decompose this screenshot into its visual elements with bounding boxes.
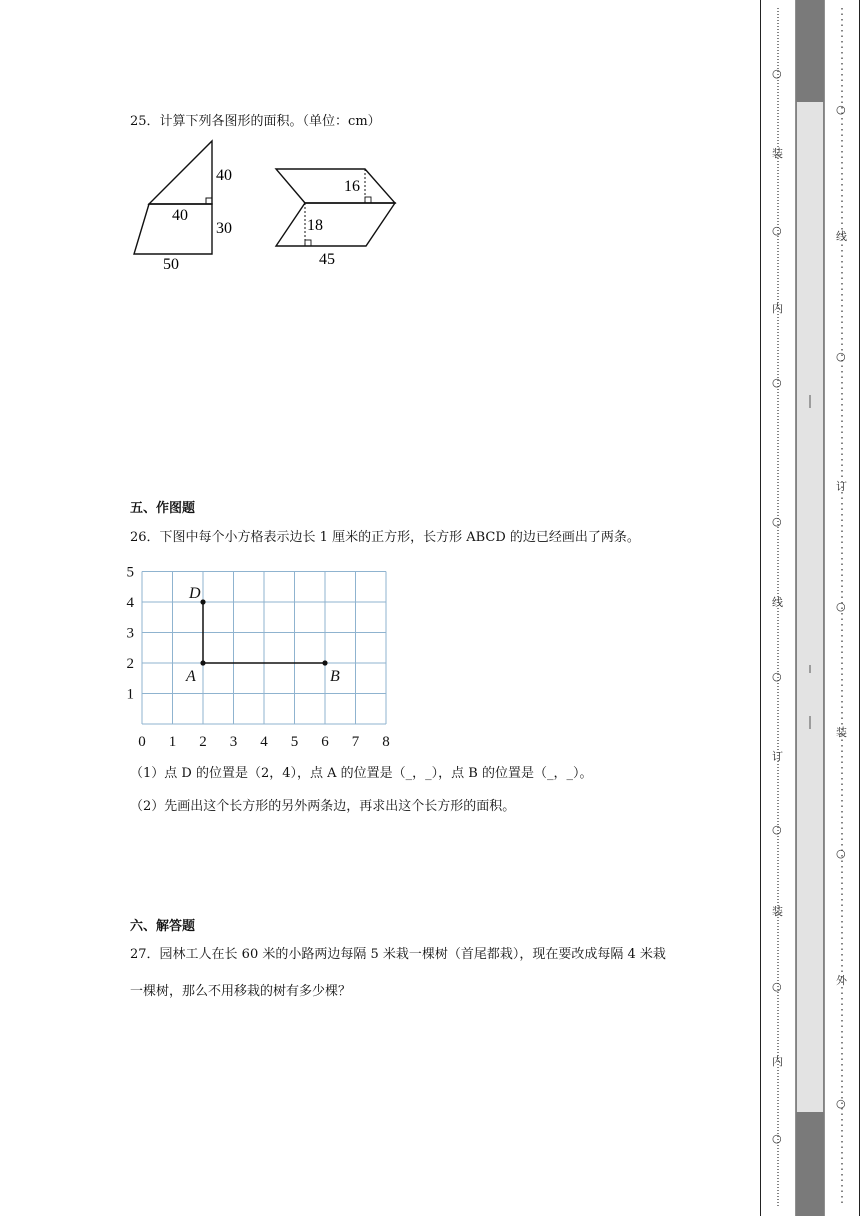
grid-lines <box>142 572 386 725</box>
y-tick-label: 4 <box>126 595 134 611</box>
margin-circle: ○ <box>836 103 846 116</box>
fig2-label-top-height: 16 <box>344 178 360 195</box>
margin-circle: ○ <box>772 376 782 389</box>
margin-circle: ○ <box>772 1132 782 1145</box>
x-tick-label: 7 <box>351 734 360 750</box>
point-b <box>322 660 327 665</box>
y-tick-label: 2 <box>126 656 134 672</box>
fig1-label-base-top: 40 <box>172 207 188 224</box>
point-label-b: B <box>330 668 340 685</box>
q26-grid <box>120 560 400 755</box>
margin-circle: ○ <box>772 224 782 237</box>
grid-points <box>185 585 340 685</box>
margin-label-left-5: 装 <box>772 905 783 918</box>
x-tick-label: 1 <box>168 734 177 750</box>
q25-figure-1 <box>128 135 248 275</box>
x-tick-label: 4 <box>260 734 268 750</box>
margin-circle: ○ <box>836 847 846 860</box>
section5-heading: 五、作图题 <box>130 501 196 516</box>
margin-circle: ○ <box>836 1097 846 1110</box>
fig1-label-right-height: 30 <box>216 220 232 237</box>
x-tick-label: 2 <box>199 734 207 750</box>
margin-circle: ○ <box>772 823 782 836</box>
point-d <box>200 599 205 604</box>
margin-circle: ○ <box>836 600 846 613</box>
fig2-label-bottom: 45 <box>319 251 335 268</box>
margin-label-left-6: 内 <box>772 1055 783 1068</box>
x-tick-label: 0 <box>138 734 146 750</box>
y-tick-label: 1 <box>126 686 134 703</box>
margin-label-right-4: 外 <box>836 974 847 987</box>
point-a <box>200 660 205 665</box>
margin-circle: ○ <box>772 670 782 683</box>
binding-margin <box>760 0 860 1216</box>
fig2-label-mid-height: 18 <box>307 217 323 234</box>
margin-circle: ○ <box>772 980 782 993</box>
point-label-a: A <box>186 668 196 685</box>
x-tick-label: 3 <box>229 734 238 750</box>
margin-circle: ○ <box>772 67 782 80</box>
margin-label-right-2: 订 <box>836 480 847 493</box>
q26-title: 26．下图中每个小方格表示边长 1 厘米的正方形，长方形 ABCD 的边已经画出了两条。 <box>130 530 640 545</box>
q27-line2: 一棵树，那么不用移栽的树有多少棵？ <box>130 984 352 999</box>
fig1-label-top-height: 40 <box>216 167 232 184</box>
x-tick-label: 5 <box>290 734 299 750</box>
margin-label-left-2: 内 <box>772 302 783 315</box>
margin-circle: ○ <box>772 515 782 528</box>
margin-circle: ○ <box>836 350 846 363</box>
margin-label-right-3: 装 <box>836 726 847 739</box>
x-tick-label: 6 <box>321 734 329 750</box>
q25-figure-2 <box>268 160 408 270</box>
grid-ticks <box>127 565 390 751</box>
margin-label-left-4: 订 <box>772 750 783 763</box>
point-label-d: D <box>189 585 201 602</box>
section6-heading: 六、解答题 <box>130 919 196 934</box>
q25-title: 25．计算下列各图形的面积。（单位：cm） <box>130 114 381 129</box>
margin-label-left-3: 线 <box>772 596 783 609</box>
margin-label-left-1: 装 <box>772 147 783 160</box>
q26-sub1: （1）点 D 的位置是（2，4），点 A 的位置是（_，_），点 B 的位置是（_，_）。 <box>130 766 593 781</box>
fig1-label-bottom: 50 <box>163 256 179 273</box>
margin-label-right-1: 线 <box>836 230 847 243</box>
q26-sub2: （2）先画出这个长方形的另外两条边，再求出这个长方形的面积。 <box>130 799 516 814</box>
q27-line1: 27．园林工人在长 60 米的小路两边每隔 5 米栽一棵树（首尾都栽），现在要改成每隔 4 米栽 <box>130 947 666 962</box>
y-tick-label: 5 <box>126 564 134 581</box>
x-tick-label: 8 <box>382 734 390 750</box>
y-tick-label: 3 <box>126 625 134 642</box>
